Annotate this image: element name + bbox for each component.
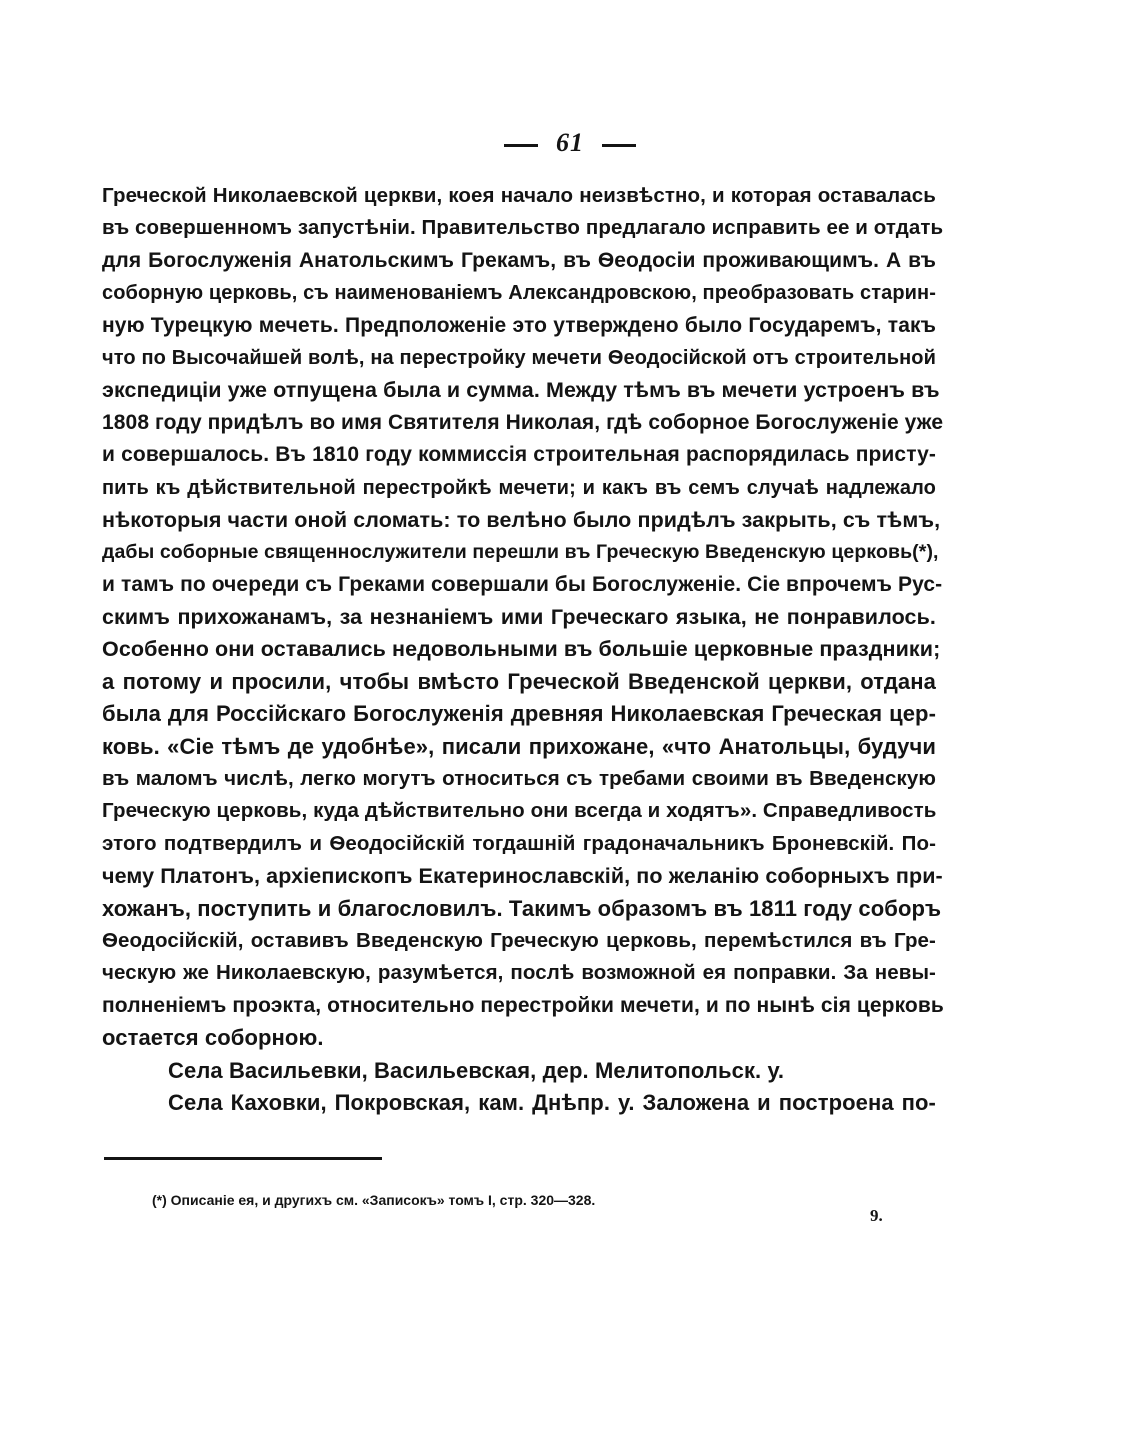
- text-line: Села Каховки, Покровская, кам. Днѣпр. у. Заложена и построена по-: [168, 1089, 936, 1115]
- text-line: и совершалось. Въ 1810 году коммиссія строительная распорядилась присту-: [102, 443, 936, 467]
- footnote: (*) Описаніе ея, и другихъ см. «Записокъ» томъ I, стр. 320—328.: [152, 1192, 596, 1208]
- text-line: а потому и просили, чтобы вмѣсто Греческой Введенской церкви, отдана: [102, 668, 936, 694]
- text-line: Греческой Николаевской церкви, коея начало неизвѣстно, и которая оставалась: [102, 184, 936, 207]
- text-line: этого подтвердилъ и Ѳеодосійскій тогдашній градоначальникъ Броневскій. По-: [102, 831, 936, 855]
- text-line: чему Платонъ, архіепископъ Екатеринославскій, по желанію соборныхъ при-: [102, 864, 943, 889]
- text-line: ковь. «Сіе тѣмъ де удобнѣе», писали прихожане, «что Анатольцы, будучи: [102, 733, 936, 759]
- text-line: экспедиціи уже отпущена была и сумма. Между тѣмъ въ мечети устроенъ въ: [102, 378, 940, 403]
- text-line: что по Высочайшей волѣ, на перестройку мечети Ѳеодосійской отъ строительной: [102, 346, 936, 369]
- text-line: скимъ прихожанамъ, за незнаніемъ ими Греческаго языка, не понравилось.: [102, 605, 936, 630]
- text-line: 1808 году придѣлъ во имя Святителя Николая, гдѣ соборное Богослуженіе уже: [102, 410, 944, 434]
- page-header: [0, 128, 1140, 158]
- text-line: дабы соборные священнослужители перешли въ Греческую Введенскую церковь(*),: [102, 541, 939, 564]
- text-line: и тамъ по очереди съ Греками совершали бы Богослуженіе. Сіе впрочемъ Рус-: [102, 572, 943, 596]
- text-line: въ маломъ числѣ, легко могутъ относиться съ требами своими въ Введенскую: [102, 767, 936, 791]
- text-line: хожанъ, поступить и благословилъ. Такимъ образомъ въ 1811 году соборъ: [102, 895, 942, 921]
- footnote-rule: [104, 1157, 382, 1160]
- page-number: 61: [556, 128, 584, 157]
- text-line: для Богослуженія Анатольскимъ Грекамъ, въ Ѳеодосіи проживающимъ. А въ: [102, 248, 936, 272]
- text-line: нѣкоторыя части оной сломать: то велѣно было придѣлъ закрыть, съ тѣмъ,: [102, 507, 941, 532]
- text-line: была для Россійскаго Богослуженія древняя Николаевская Греческая цер-: [102, 701, 936, 727]
- text-line: ную Турецкую мечеть. Предположеніе это утверждено было Государемъ, такъ: [102, 313, 936, 337]
- body-text: [102, 180, 944, 1119]
- text-line: Особенно они оставались недовольными въ большіе церковные праздники;: [102, 637, 941, 662]
- text-line: пить къ дѣйствительной перестройкѣ мечети; и какъ въ семъ случаѣ надлежало: [102, 476, 936, 499]
- text-line: Села Васильевки, Васильевская, дер. Мелитопольск. у.: [168, 1057, 785, 1083]
- text-line: въ совершенномъ запустѣніи. Правительство предлагало исправить ее и отдать: [102, 216, 944, 240]
- text-line: Греческую церковь, куда дѣйствительно они всегда и ходятъ». Справедливость: [102, 799, 937, 823]
- signature-mark: 9.: [870, 1206, 883, 1225]
- header-dash-left: [504, 144, 538, 147]
- text-line: Ѳеодосійскій, оставивъ Введенскую Греческую церковь, перемѣстился въ Гре-: [102, 928, 936, 952]
- text-line: ческую же Николаевскую, разумѣется, послѣ возможной ея поправки. За невы-: [102, 961, 936, 985]
- text-line: остается соборною.: [102, 1025, 324, 1051]
- header-dash-right: [602, 144, 636, 147]
- text-line: полненіемъ проэкта, относительно перестройки мечети, и по нынѣ сія церковь: [102, 993, 944, 1017]
- text-line: соборную церковь, съ наименованіемъ Александровскою, преобразовать старин-: [102, 282, 936, 305]
